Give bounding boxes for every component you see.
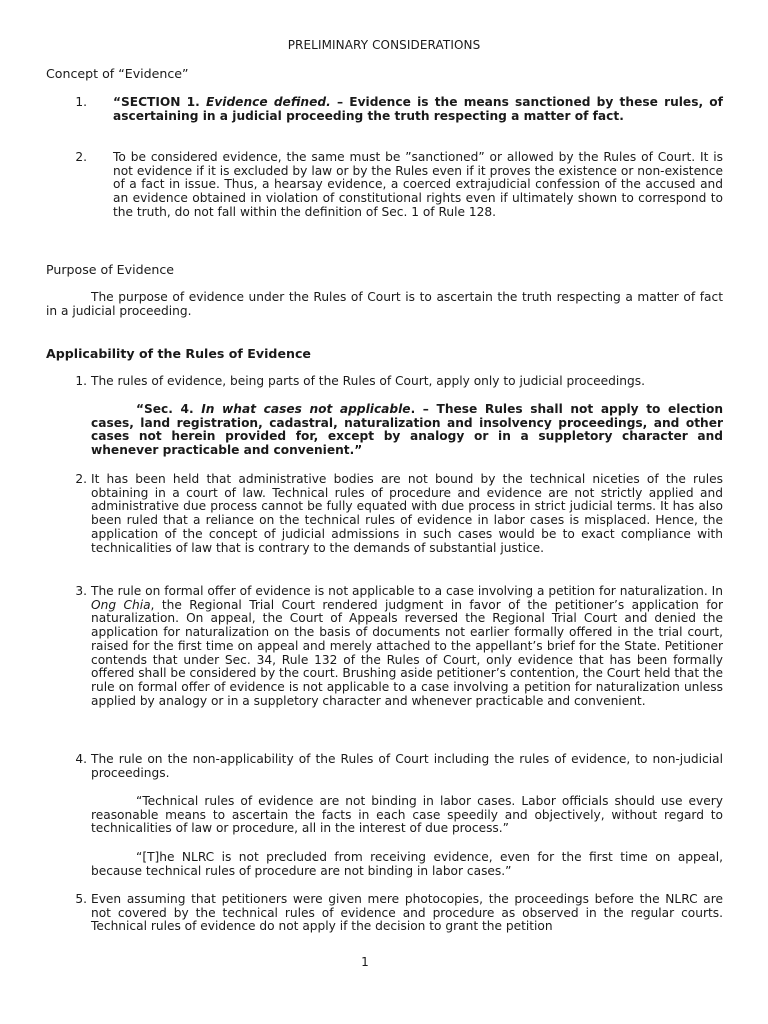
page-number: 1 xyxy=(361,955,369,969)
nlrc-quote: “[T]he NLRC is not precluded from receiving evidence, even for the first time on appeal, because technical rules of procedure are not binding in labor cases.” xyxy=(91,850,723,878)
labor-cases-quote: “Technical rules of evidence are not binding in labor cases. Labor officials should use every reasonable means to ascertain the facts in each case speedily and objectively, without regard to technicalities of law or procedure, all in the interest of due process.” xyxy=(91,794,723,836)
list-number: 1. xyxy=(75,95,87,109)
quote-body: . – These Rules shall not apply to election cases, land registration, cadastral, naturalization and insolvency proceedings, and other cases not herein provided for, except by analogy or in a suppletory character and whenever practicable and convenient.” xyxy=(91,402,723,458)
purpose-paragraph: The purpose of evidence under the Rules of Court is to ascertain the truth respecting a matter of fact in a judicial proceeding. xyxy=(46,290,723,318)
section-heading-purpose: Purpose of Evidence xyxy=(46,262,174,277)
list-number: 3. xyxy=(75,584,87,598)
quote-lead: “Sec. 4. xyxy=(136,402,194,416)
sec-4-quote xyxy=(91,403,723,458)
list-number: 5. xyxy=(75,892,87,906)
ong-chia-paragraph xyxy=(91,585,723,708)
list-item-text: The rule on the non-applicability of the Rules of Court including the rules of evidence, to non-judicial proceedings. xyxy=(91,752,723,780)
section-heading-concept: Concept of “Evidence” xyxy=(46,66,189,81)
quote-italic-title: Evidence defined. xyxy=(206,95,331,109)
section-1-quote xyxy=(113,96,723,123)
quote-body: – Evidence is the means sanctioned by these rules, of ascertaining in a judicial proceeding the truth respecting a matter of fact. xyxy=(113,95,723,123)
list-item-text: To be considered evidence, the same must be ”sanctioned” or allowed by the Rules of Court. It is not evidence if it is excluded by law or by the Rules even if it proves the existence or non-existence of a fact in issue. Thus, a hearsay evidence, a coerced extrajudicial confession of the accused and an evidence obtained in violation of constitutional rights even if ultimately shown to correspond to the truth, do not fall within the definition of Sec. 1 of Rule 128. xyxy=(113,150,723,219)
paragraph-text: The rule on formal offer of evidence is not applicable to a case involving a petition for naturalization. In xyxy=(91,584,723,598)
quote-lead: “SECTION 1. xyxy=(113,95,200,109)
list-number: 2. xyxy=(75,150,87,164)
paragraph-text: , the Regional Trial Court rendered judgment in favor of the petitioner’s application for naturalization. On appeal, the Court of Appeals reversed the Regional Trial Court and denied the application for naturalization on the basis of documents not earlier formally offered in the trial court, raised for the first time on appeal and merely attached to the appellant’s brief for the State. Petitioner contends that under Sec. 34, Rule 132 of the Rules of Court, only evidence that has been formally offered shall be considered by the court. Brushing aside petitioner’s contention, the Court held that the rule on formal offer of evidence is not applicable to a case involving a petition for naturalization unless applied by analogy or in a suppletory character and whenever practicable and convenient. xyxy=(91,597,723,708)
list-number: 2. xyxy=(75,472,87,486)
list-number: 1. xyxy=(75,374,87,388)
quote-italic-title: In what cases not applicable xyxy=(201,402,411,416)
list-item-text: The rules of evidence, being parts of the Rules of Court, apply only to judicial proceedings. xyxy=(91,374,645,388)
section-heading-applicability: Applicability of the Rules of Evidence xyxy=(46,346,311,361)
list-item-text: It has been held that administrative bodies are not bound by the technical niceties of the rules obtaining in a court of law. Technical rules of procedure and evidence are not strictly applied and administrative due process cannot be fully equated with due process in strict judicial terms. It has also been ruled that a reliance on the technical rules of evidence in labor cases is misplaced. Hence, the application of the concept of judicial admissions in such cases would be to exact compliance with technicalities of law that is contrary to the demands of substantial justice. xyxy=(91,472,723,555)
list-number: 4. xyxy=(75,752,87,766)
document-title: PRELIMINARY CONSIDERATIONS xyxy=(287,38,481,52)
list-item-text: Even assuming that petitioners were given mere photocopies, the proceedings before the NLRC are not covered by the technical rules of evidence and procedure as observed in the regular courts. Technical rules of evidence do not apply if the decision to grant the petition xyxy=(91,892,723,934)
case-name: Ong Chia xyxy=(91,597,151,612)
